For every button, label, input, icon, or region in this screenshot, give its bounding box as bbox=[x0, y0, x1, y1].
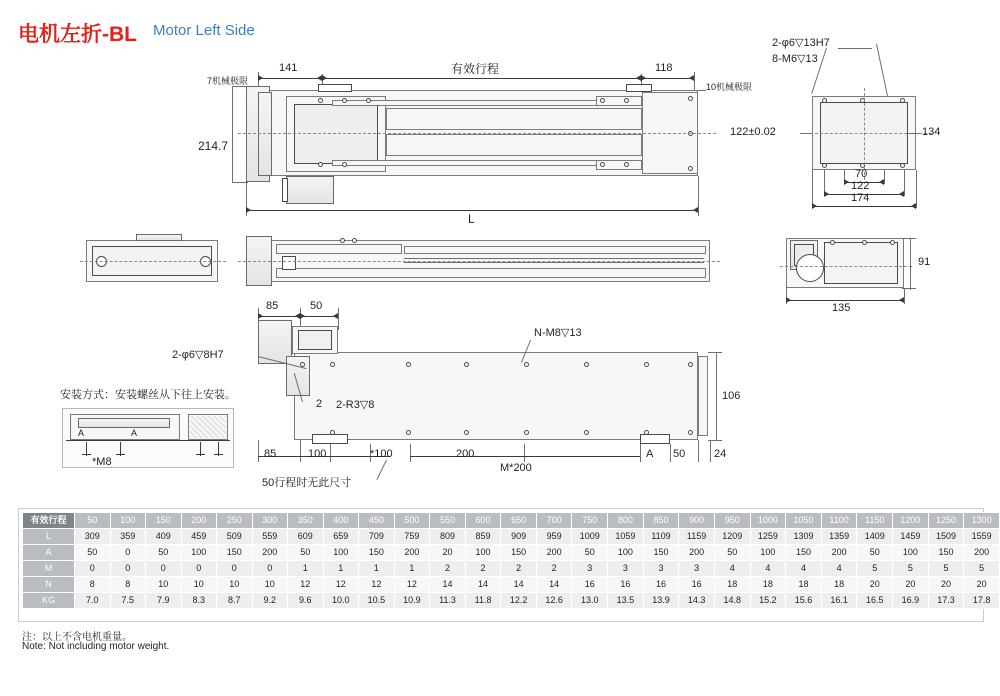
table-cell: 1309 bbox=[786, 529, 822, 545]
table-cell: 1059 bbox=[608, 529, 644, 545]
table-cell: 11.8 bbox=[465, 593, 501, 609]
table-col-header: 1050 bbox=[786, 513, 822, 529]
page-title-en: Motor Left Side bbox=[153, 22, 255, 39]
table-col-header: 600 bbox=[465, 513, 501, 529]
table-row-header: N bbox=[23, 577, 75, 593]
table-cell: 0 bbox=[110, 545, 146, 561]
table-cell: 0 bbox=[146, 561, 182, 577]
dim-L-label: L bbox=[468, 212, 475, 226]
table-cell: 150 bbox=[501, 545, 537, 561]
table-cell: 1259 bbox=[750, 529, 786, 545]
table-row bbox=[23, 513, 1000, 529]
table-cell: 10 bbox=[181, 577, 217, 593]
label-A-mount-left: A bbox=[78, 428, 85, 438]
table-cell: 200 bbox=[252, 545, 288, 561]
table-cell: 18 bbox=[750, 577, 786, 593]
dim-134-label: 134 bbox=[922, 126, 941, 138]
table-cell: 18 bbox=[821, 577, 857, 593]
dim-135-label: 135 bbox=[832, 302, 851, 314]
table-cell: 50 bbox=[857, 545, 893, 561]
table-cell: 20 bbox=[893, 577, 929, 593]
table-cell: 16.9 bbox=[893, 593, 929, 609]
table-col-header: 100 bbox=[110, 513, 146, 529]
table-cell: 5 bbox=[964, 561, 1000, 577]
table-cell: 1 bbox=[323, 561, 359, 577]
table-cell: 18 bbox=[714, 577, 750, 593]
table-cell: 16 bbox=[643, 577, 679, 593]
table-cell: 0 bbox=[217, 561, 253, 577]
table-cell: 15.2 bbox=[750, 593, 786, 609]
table-col-header: 250 bbox=[217, 513, 253, 529]
table-cell: 16.5 bbox=[857, 593, 893, 609]
table-cell: 1009 bbox=[572, 529, 608, 545]
table-cell: 8.3 bbox=[181, 593, 217, 609]
table-col-header: 550 bbox=[430, 513, 466, 529]
table-cell: 3 bbox=[643, 561, 679, 577]
dim-100b-label: *100 bbox=[370, 448, 393, 460]
table-cell: 5 bbox=[893, 561, 929, 577]
dim-106-label: 106 bbox=[722, 390, 741, 402]
table-cell: 1559 bbox=[964, 529, 1000, 545]
table-row-header: L bbox=[23, 529, 75, 545]
table-cell: 4 bbox=[750, 561, 786, 577]
table-cell: 709 bbox=[359, 529, 395, 545]
table-cell: 9.6 bbox=[288, 593, 324, 609]
dim-50b-label: 50 bbox=[673, 448, 686, 460]
table-cell: 10.5 bbox=[359, 593, 395, 609]
table-cell: 14 bbox=[536, 577, 572, 593]
table-cell: 1459 bbox=[893, 529, 929, 545]
table-cell: 0 bbox=[110, 561, 146, 577]
table-cell: 13.0 bbox=[572, 593, 608, 609]
table-cell: 11.3 bbox=[430, 593, 466, 609]
table-col-header: 1200 bbox=[893, 513, 929, 529]
table-cell: 8 bbox=[110, 577, 146, 593]
table-cell: 13.5 bbox=[608, 593, 644, 609]
table-cell: 50 bbox=[714, 545, 750, 561]
table-cell: 150 bbox=[217, 545, 253, 561]
table-cell: 16 bbox=[572, 577, 608, 593]
table-row bbox=[23, 529, 1000, 545]
table-cell: 4 bbox=[786, 561, 822, 577]
table-col-header: 1250 bbox=[928, 513, 964, 529]
table-cell: 1 bbox=[394, 561, 430, 577]
table-cell: 2 bbox=[501, 561, 537, 577]
table-cell: 100 bbox=[750, 545, 786, 561]
table-cell: 15.6 bbox=[786, 593, 822, 609]
table-row bbox=[23, 593, 1000, 609]
table-cell: 200 bbox=[394, 545, 430, 561]
table-cell: 100 bbox=[893, 545, 929, 561]
table-col-header: 650 bbox=[501, 513, 537, 529]
table-cell: 1 bbox=[288, 561, 324, 577]
table-cell: 17.3 bbox=[928, 593, 964, 609]
callout-8-m6-13: 8-M6▽13 bbox=[772, 53, 818, 65]
note-zh: 注：以上不含电机重量。 bbox=[22, 632, 132, 643]
dim-174-label: 174 bbox=[851, 192, 870, 204]
table-cell: 12.2 bbox=[501, 593, 537, 609]
table-cell: 50 bbox=[75, 545, 111, 561]
table-col-header: 1300 bbox=[964, 513, 1000, 529]
table-cell: 409 bbox=[146, 529, 182, 545]
table-cell: 12 bbox=[394, 577, 430, 593]
table-cell: 14.3 bbox=[679, 593, 715, 609]
table-cell: 359 bbox=[110, 529, 146, 545]
table-cell: 10 bbox=[217, 577, 253, 593]
table-cell: 1209 bbox=[714, 529, 750, 545]
table-cell: 3 bbox=[679, 561, 715, 577]
table-cell: 50 bbox=[572, 545, 608, 561]
table-col-header: 1150 bbox=[857, 513, 893, 529]
table-cell: 150 bbox=[928, 545, 964, 561]
table-cell: 459 bbox=[181, 529, 217, 545]
table-cell: 20 bbox=[430, 545, 466, 561]
table-col-header: 500 bbox=[394, 513, 430, 529]
table-cell: 1359 bbox=[821, 529, 857, 545]
spec-table bbox=[22, 512, 1000, 609]
table-col-header: 850 bbox=[643, 513, 679, 529]
table-cell: 200 bbox=[821, 545, 857, 561]
table-col-header: 900 bbox=[679, 513, 715, 529]
dim-24-label: 24 bbox=[714, 448, 727, 460]
table-cell: 12 bbox=[359, 577, 395, 593]
table-cell: 2 bbox=[465, 561, 501, 577]
table-cell: 10.0 bbox=[323, 593, 359, 609]
table-cell: 2 bbox=[430, 561, 466, 577]
table-cell: 509 bbox=[217, 529, 253, 545]
table-cell: 150 bbox=[643, 545, 679, 561]
dim-141-label: 141 bbox=[279, 62, 298, 74]
callout-n-m8-13: N-M8▽13 bbox=[534, 327, 582, 339]
table-row bbox=[23, 545, 1000, 561]
table-col-header: 450 bbox=[359, 513, 395, 529]
table-cell: 150 bbox=[359, 545, 395, 561]
table-cell: 1 bbox=[359, 561, 395, 577]
table-cell: 12.6 bbox=[536, 593, 572, 609]
table-cell: 309 bbox=[75, 529, 111, 545]
table-cell: 100 bbox=[181, 545, 217, 561]
table-col-header: 800 bbox=[608, 513, 644, 529]
table-cell: 14 bbox=[465, 577, 501, 593]
table-cell: 9.2 bbox=[252, 593, 288, 609]
table-cell: 959 bbox=[536, 529, 572, 545]
dim-100a-label: 100 bbox=[308, 448, 327, 460]
table-cell: 14 bbox=[430, 577, 466, 593]
callout-2-phi6-13h7: 2-φ6▽13H7 bbox=[772, 37, 830, 49]
table-cell: 5 bbox=[857, 561, 893, 577]
table-cell: 16 bbox=[679, 577, 715, 593]
table-cell: 10.9 bbox=[394, 593, 430, 609]
table-cell: 4 bbox=[714, 561, 750, 577]
table-cell: 100 bbox=[323, 545, 359, 561]
table-cell: 50 bbox=[146, 545, 182, 561]
table-col-header: 300 bbox=[252, 513, 288, 529]
table-col-header: 1100 bbox=[821, 513, 857, 529]
table-cell: 7.9 bbox=[146, 593, 182, 609]
table-cell: 0 bbox=[181, 561, 217, 577]
table-row-header: M bbox=[23, 561, 75, 577]
table-col-header: 700 bbox=[536, 513, 572, 529]
table-row bbox=[23, 561, 1000, 577]
label-A-bottom: A bbox=[646, 448, 654, 460]
table-col-header: 950 bbox=[714, 513, 750, 529]
table-col-header: 150 bbox=[146, 513, 182, 529]
note-stroke50-label: 50行程时无此尺寸 bbox=[262, 477, 352, 489]
table-row-header: KG bbox=[23, 593, 75, 609]
table-cell: 150 bbox=[786, 545, 822, 561]
table-cell: 10 bbox=[252, 577, 288, 593]
table-cell: 18 bbox=[786, 577, 822, 593]
table-cell: 50 bbox=[288, 545, 324, 561]
table-cell: 3 bbox=[608, 561, 644, 577]
table-cell: 13.9 bbox=[643, 593, 679, 609]
table-cell: 559 bbox=[252, 529, 288, 545]
dim-85a-label: 85 bbox=[266, 300, 279, 312]
table-row-header: 有效行程 bbox=[23, 513, 75, 529]
dim-122-tol-label: 122±0.02 bbox=[730, 126, 776, 138]
table-cell: 17.8 bbox=[964, 593, 1000, 609]
table-cell: 20 bbox=[928, 577, 964, 593]
dim-50a-label: 50 bbox=[310, 300, 323, 312]
table-cell: 1109 bbox=[643, 529, 679, 545]
table-cell: 1159 bbox=[679, 529, 715, 545]
table-row bbox=[23, 577, 1000, 593]
table-cell: 14.8 bbox=[714, 593, 750, 609]
dim-85b-label: 85 bbox=[264, 448, 277, 460]
table-cell: 3 bbox=[572, 561, 608, 577]
table-cell: 16 bbox=[608, 577, 644, 593]
table-cell: 100 bbox=[608, 545, 644, 561]
table-cell: 2 bbox=[536, 561, 572, 577]
dim-214-7-label: 214.7 bbox=[197, 139, 228, 153]
dim-200-label: 200 bbox=[456, 448, 475, 460]
table-cell: 14 bbox=[501, 577, 537, 593]
table-cell: 0 bbox=[252, 561, 288, 577]
dim-91-label: 91 bbox=[918, 256, 931, 268]
table-cell: 10 bbox=[146, 577, 182, 593]
table-cell: 8.7 bbox=[217, 593, 253, 609]
table-cell: 12 bbox=[288, 577, 324, 593]
dim-stroke-label: 有效行程 bbox=[451, 62, 500, 76]
note-en: Note: Not including motor weight. bbox=[22, 641, 170, 652]
table-cell: 609 bbox=[288, 529, 324, 545]
label-2: 2 bbox=[316, 398, 323, 410]
table-col-header: 50 bbox=[75, 513, 111, 529]
callout-2-r3-8: 2-R3▽8 bbox=[336, 399, 375, 411]
table-cell: 5 bbox=[928, 561, 964, 577]
dim-122-label: 122 bbox=[851, 180, 870, 192]
dim-70-label: 70 bbox=[855, 168, 868, 180]
table-cell: 909 bbox=[501, 529, 537, 545]
table-cell: 12 bbox=[323, 577, 359, 593]
table-cell: 100 bbox=[465, 545, 501, 561]
table-cell: 4 bbox=[821, 561, 857, 577]
table-cell: 8 bbox=[75, 577, 111, 593]
table-cell: 809 bbox=[430, 529, 466, 545]
limit-left-label: 7机械极限 bbox=[207, 76, 249, 86]
table-cell: 200 bbox=[679, 545, 715, 561]
table-cell: 20 bbox=[857, 577, 893, 593]
table-cell: 7.0 bbox=[75, 593, 111, 609]
table-row-header: A bbox=[23, 545, 75, 561]
mount-screw-label: *M8 bbox=[92, 456, 112, 468]
label-A-mount-right: A bbox=[131, 428, 138, 438]
table-cell: 1509 bbox=[928, 529, 964, 545]
table-cell: 659 bbox=[323, 529, 359, 545]
callout-2-phi6-8h7: 2-φ6▽8H7 bbox=[172, 349, 224, 361]
table-cell: 859 bbox=[465, 529, 501, 545]
limit-right-label: 10机械极限 bbox=[706, 82, 753, 92]
table-cell: 200 bbox=[536, 545, 572, 561]
table-cell: 16.1 bbox=[821, 593, 857, 609]
table-col-header: 350 bbox=[288, 513, 324, 529]
table-cell: 1409 bbox=[857, 529, 893, 545]
table-col-header: 750 bbox=[572, 513, 608, 529]
dim-m200-label: M*200 bbox=[500, 462, 532, 474]
page-title-zh: 电机左折-BL bbox=[18, 23, 137, 46]
table-cell: 20 bbox=[964, 577, 1000, 593]
table-col-header: 1000 bbox=[750, 513, 786, 529]
table-col-header: 400 bbox=[323, 513, 359, 529]
table-col-header: 200 bbox=[181, 513, 217, 529]
table-cell: 7.5 bbox=[110, 593, 146, 609]
dim-118-label: 118 bbox=[655, 62, 673, 74]
mount-note-label: 安装方式：安装螺丝从下往上安装。 bbox=[60, 389, 236, 401]
table-cell: 759 bbox=[394, 529, 430, 545]
table-cell: 0 bbox=[75, 561, 111, 577]
table-cell: 200 bbox=[964, 545, 1000, 561]
